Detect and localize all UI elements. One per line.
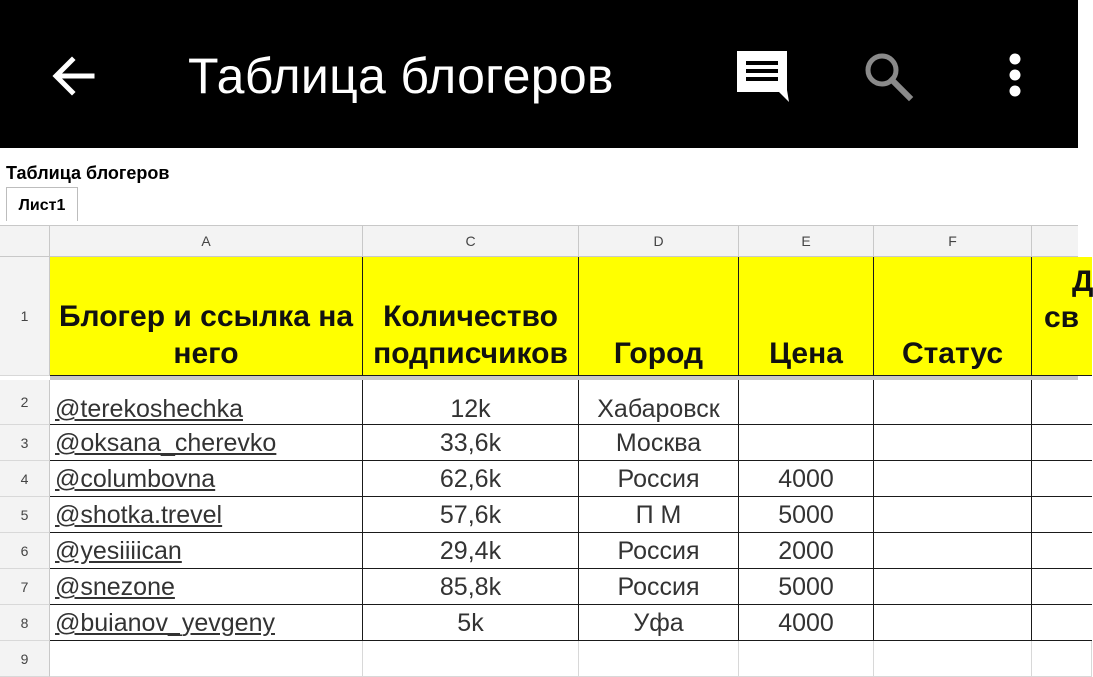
row-header-2[interactable]: 2 xyxy=(0,380,50,425)
header-cell-status[interactable]: Статус xyxy=(874,257,1032,376)
row-header-3[interactable]: 3 xyxy=(0,425,50,461)
cell-blogger[interactable]: @columbovna xyxy=(50,461,363,497)
cell-subscribers[interactable]: 85,8k xyxy=(363,569,579,605)
row-header-9[interactable]: 9 xyxy=(0,641,50,677)
cell-subscribers[interactable]: 33,6k xyxy=(363,425,579,461)
row-header-7[interactable]: 7 xyxy=(0,569,50,605)
column-header-next[interactable] xyxy=(1032,226,1078,257)
cell-city[interactable]: Уфа xyxy=(579,605,739,641)
cell-status[interactable] xyxy=(874,380,1032,425)
app-title: Таблица блогеров xyxy=(188,48,614,104)
cell-price[interactable]: 2000 xyxy=(739,533,874,569)
cell-subscribers[interactable]: 29,4k xyxy=(363,533,579,569)
app-bar xyxy=(0,0,1078,148)
column-header-e[interactable]: E xyxy=(739,226,874,257)
header-cell-partial[interactable] xyxy=(1032,257,1092,376)
search-icon[interactable] xyxy=(862,50,914,102)
cell-subscribers[interactable] xyxy=(363,641,579,677)
row-header-5[interactable]: 5 xyxy=(0,497,50,533)
column-header-c[interactable]: C xyxy=(363,226,579,257)
cell-price[interactable]: 4000 xyxy=(739,461,874,497)
cell-price[interactable] xyxy=(739,641,874,677)
cell-next[interactable] xyxy=(1032,533,1092,569)
cell-blogger[interactable]: @buianov_yevgeny xyxy=(50,605,363,641)
cell-subscribers[interactable]: 12k xyxy=(363,380,579,425)
sheet-tab[interactable]: Лист1 xyxy=(6,187,78,221)
cell-blogger[interactable]: @snezone xyxy=(50,569,363,605)
comment-icon[interactable] xyxy=(734,48,790,104)
column-header-d[interactable]: D xyxy=(579,226,739,257)
cell-city[interactable]: Россия xyxy=(579,461,739,497)
cell-status[interactable] xyxy=(874,641,1032,677)
cell-city[interactable]: Хабаровск xyxy=(579,380,739,425)
cell-blogger[interactable] xyxy=(50,641,363,677)
row-header-1[interactable]: 1 xyxy=(0,257,50,376)
cell-city[interactable]: Россия xyxy=(579,569,739,605)
select-all-corner[interactable] xyxy=(0,226,50,257)
cell-next[interactable] xyxy=(1032,569,1092,605)
cell-next[interactable] xyxy=(1032,425,1092,461)
cell-subscribers[interactable]: 5k xyxy=(363,605,579,641)
header-cell-city[interactable]: Город xyxy=(579,257,739,376)
row-header-8[interactable]: 8 xyxy=(0,605,50,641)
more-vert-icon[interactable] xyxy=(1000,50,1030,102)
partial-glyph-top: Д xyxy=(1072,265,1093,298)
cell-next[interactable] xyxy=(1032,380,1092,425)
cell-subscribers[interactable]: 62,6k xyxy=(363,461,579,497)
cell-blogger[interactable]: @oksana_cherevko xyxy=(50,425,363,461)
spreadsheet-grid xyxy=(0,225,1093,667)
cell-status[interactable] xyxy=(874,569,1032,605)
cell-status[interactable] xyxy=(874,425,1032,461)
cell-city[interactable]: Россия xyxy=(579,533,739,569)
cell-next[interactable] xyxy=(1032,461,1092,497)
partial-text-bottom: св xyxy=(1044,301,1080,334)
cell-price[interactable] xyxy=(739,380,874,425)
back-arrow-icon[interactable] xyxy=(44,48,100,104)
header-cell-blogger[interactable]: Блогер и ссылка на него xyxy=(50,257,363,376)
column-header-f[interactable]: F xyxy=(874,226,1032,257)
cell-status[interactable] xyxy=(874,605,1032,641)
document-title: Таблица блогеров xyxy=(6,163,170,183)
cell-status[interactable] xyxy=(874,461,1032,497)
cell-next[interactable] xyxy=(1032,497,1092,533)
cell-next[interactable] xyxy=(1032,641,1092,677)
cell-next[interactable] xyxy=(1032,605,1092,641)
header-cell-price[interactable]: Цена xyxy=(739,257,874,376)
row-header-4[interactable]: 4 xyxy=(0,461,50,497)
column-header-a[interactable]: A xyxy=(50,226,363,257)
cell-status[interactable] xyxy=(874,533,1032,569)
cell-subscribers[interactable]: 57,6k xyxy=(363,497,579,533)
cell-city[interactable]: П М xyxy=(579,497,739,533)
cell-city[interactable]: Москва xyxy=(579,425,739,461)
row-header-6[interactable]: 6 xyxy=(0,533,50,569)
cell-price[interactable] xyxy=(739,425,874,461)
cell-price[interactable]: 5000 xyxy=(739,497,874,533)
cell-price[interactable]: 5000 xyxy=(739,569,874,605)
cell-blogger[interactable]: @yesiiiican xyxy=(50,533,363,569)
cell-price[interactable]: 4000 xyxy=(739,605,874,641)
header-cell-subscribers[interactable]: Количество подписчиков xyxy=(363,257,579,376)
cell-city[interactable] xyxy=(579,641,739,677)
cell-blogger[interactable]: @shotka.trevel xyxy=(50,497,363,533)
column-header-bar xyxy=(0,225,1078,257)
cell-blogger[interactable]: @terekoshechka xyxy=(50,380,363,425)
cell-status[interactable] xyxy=(874,497,1032,533)
